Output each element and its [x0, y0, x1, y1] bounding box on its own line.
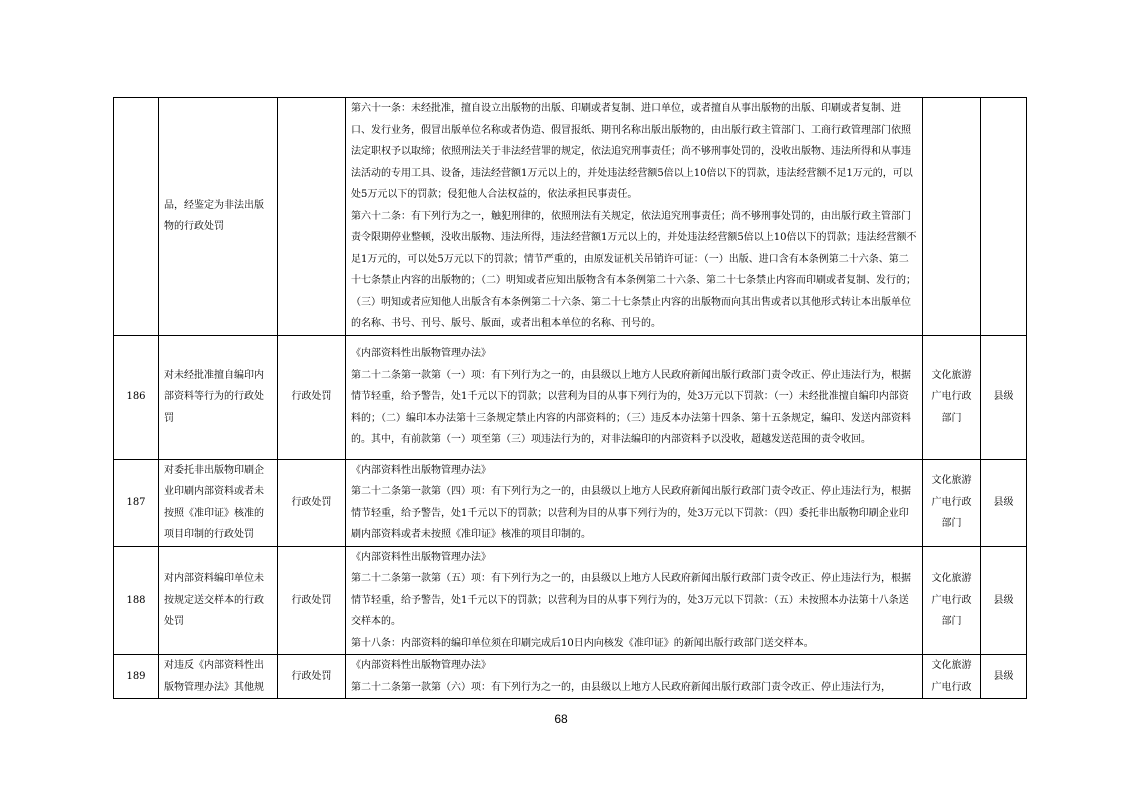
legal-basis-paragraph: 第二十二条第一款第（六）项：有下列行为之一的，由县级以上地方人民政府新闻出版行政部门责令改正、停止违法行为，	[351, 681, 891, 693]
legal-basis-paragraph: 第十八条：内部资料的编印单位须在印刷完成后10日内向核发《准印证》的新闻出版行政部门送交样本。	[351, 637, 814, 649]
row-number-cell: 189	[114, 655, 159, 699]
item-name-cell: 对内部资料编印单位未按规定送交样本的行政处罚	[159, 546, 278, 655]
level-cell: 县级	[981, 335, 1027, 459]
row-number-cell: 186	[114, 335, 159, 459]
legal-basis-cell	[346, 335, 923, 459]
catalog-table	[113, 97, 1027, 699]
department-cell: 文化旅游广电行政部门	[923, 335, 981, 459]
legal-basis-paragraph: 第二十二条第一款第（四）项：有下列行为之一的，由县级以上地方人民政府新闻出版行政部门责令改正、停止违法行为，根据情节轻重，给予警告，处1千元以下的罚款；以营利为目的从事下列行为的，处3万元以下罚款：（四）委托非出版物印刷企业印刷内部资料或者未按照《准印证》核准的项目印制的。	[351, 486, 911, 540]
legal-basis-cell	[346, 459, 923, 546]
item-type-cell: 行政处罚	[278, 335, 346, 459]
item-name-cell: 对委托非出版物印刷企业印刷内部资料或者未按照《准印证》核准的项目印制的行政处罚	[159, 459, 278, 546]
department-cell	[923, 98, 981, 336]
level-cell: 县级	[981, 459, 1027, 546]
table-row	[114, 459, 1027, 546]
row-number-cell	[114, 98, 159, 336]
level-cell: 县级	[981, 546, 1027, 655]
row-number-cell: 187	[114, 459, 159, 546]
legal-basis-paragraph: 第六十一条：未经批准，擅自设立出版物的出版、印刷或者复制、进口单位，或者擅自从事出版物的出版、印刷或者复制、进口、发行业务，假冒出版单位名称或者伪造、假冒报纸、期刊名称出版出版物的，由出版行政主管部门、工商行政管理部门依照法定职权予以取缔；依照刑法关于非法经营罪的规定，依法追究刑事责任；尚不够刑事处罚的，没收出版物、违法所得和从事违法活动的专用工具、设备，违法经营额1万元以上的，并处违法经营额5倍以上10倍以下的罚款，违法经营额不足1万元的，可以处5万元以下的罚款；侵犯他人合法权益的，依法承担民事责任。	[351, 103, 913, 200]
legal-basis-cell	[346, 98, 923, 336]
department-cell: 文化旅游广电行政部门	[923, 459, 981, 546]
table-row	[114, 655, 1027, 699]
item-name-cell: 对未经批准擅自编印内部资料等行为的行政处罚	[159, 335, 278, 459]
department-cell: 文化旅游广电行政部门	[923, 546, 981, 655]
legal-basis-cell	[346, 546, 923, 655]
level-cell	[981, 98, 1027, 336]
legal-basis-cell	[346, 655, 923, 699]
table-row	[114, 546, 1027, 655]
legal-basis-paragraph: 《内部资料性出版物管理办法》	[351, 348, 491, 360]
table-row	[114, 98, 1027, 336]
page-number: 68	[554, 712, 568, 726]
legal-basis-paragraph: 《内部资料性出版物管理办法》	[351, 551, 491, 563]
item-type-cell: 行政处罚	[278, 546, 346, 655]
item-name-cell: 品，经鉴定为非法出版物的行政处罚	[159, 98, 278, 336]
item-type-cell	[278, 98, 346, 336]
legal-basis-paragraph: 第六十二条：有下列行为之一，触犯刑律的，依照刑法有关规定，依法追究刑事责任；尚不够刑事处罚的，由出版行政主管部门责令限期停业整顿，没收出版物、违法所得，违法经营额1万元以上的，并处违法经营额5倍以上10倍以下的罚款；违法经营额不足1万元的，可以处5万元以下的罚款；情节严重的，由原发证机关吊销许可证：（一）出版、进口含有本条例第二十六条、第二十七条禁止内容的出版物的；（二）明知或者应知出版物含有本条例第二十六条、第二十七条禁止内容而印刷或者复制、发行的；（三）明知或者应知他人出版含有本条例第二十六条、第二十七条禁止内容的出版物而向其出售或者以其他形式转让本出版单位的名称、书号、刊号、版号、版面，或者出租本单位的名称、刊号的。	[351, 210, 917, 329]
legal-basis-paragraph: 《内部资料性出版物管理办法》	[351, 660, 491, 671]
item-type-cell: 行政处罚	[278, 655, 346, 699]
level-cell: 县级	[981, 655, 1027, 699]
legal-basis-paragraph: 第二十二条第一款第（一）项：有下列行为之一的，由县级以上地方人民政府新闻出版行政部门责令改正、停止违法行为，根据情节轻重，给予警告，处1千元以下的罚款；以营利为目的从事下列行为的，处3万元以下罚款：（一）未经批准擅自编印内部资料的；（二）编印本办法第十三条规定禁止内容的内部资料的；（三）违反本办法第十四条、第十五条规定，编印、发送内部资料的。其中，有前款第（一）项至第（三）项违法行为的，对非法编印的内部资料予以没收，超越发送范围的责令收回。	[351, 369, 911, 446]
item-name-cell: 对违反《内部资料性出版物管理办法》其他规	[159, 655, 278, 699]
department-cell: 文化旅游广电行政	[923, 655, 981, 699]
table-row	[114, 335, 1027, 459]
legal-basis-paragraph: 第二十二条第一款第（五）项：有下列行为之一的，由县级以上地方人民政府新闻出版行政部门责令改正、停止违法行为，根据情节轻重，给予警告，处1千元以下的罚款；以营利为目的从事下列行为的，处3万元以下罚款：（五）未按照本办法第十八条送交样本的。	[351, 573, 911, 627]
row-number-cell: 188	[114, 546, 159, 655]
legal-basis-paragraph: 《内部资料性出版物管理办法》	[351, 464, 491, 476]
item-type-cell: 行政处罚	[278, 459, 346, 546]
